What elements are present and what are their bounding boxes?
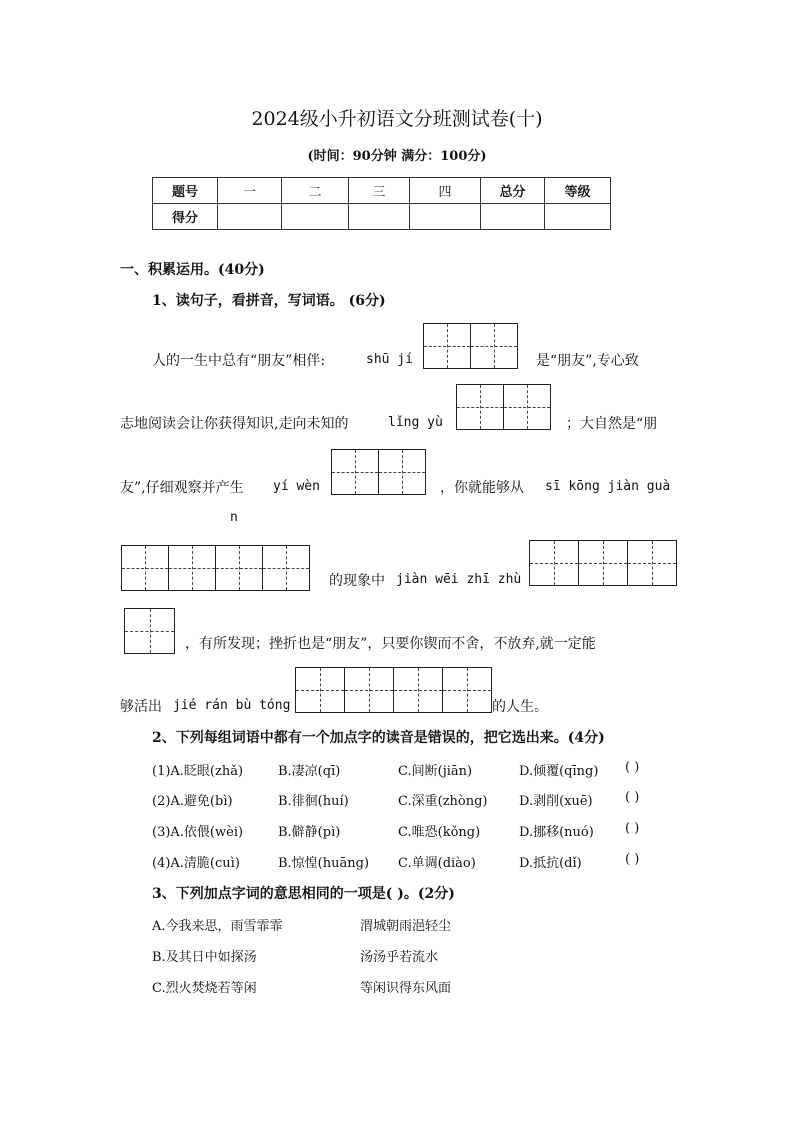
answer-blank[interactable]: ( ) (625, 852, 640, 867)
writing-cell[interactable] (121, 545, 169, 591)
q3-option-row (152, 946, 552, 966)
header-cell: 总分 (481, 178, 545, 204)
q3-title: 3、下列加点字词的意思相同的一项是( )。(2分) (152, 886, 455, 902)
q1-answer-box-1[interactable] (423, 323, 518, 369)
option-c: C.深重(zhòng) (398, 794, 488, 809)
header-cell: 一 (218, 178, 282, 204)
header-cell: 二 (282, 178, 349, 204)
answer-blank[interactable]: ( ) (625, 760, 640, 775)
writing-cell[interactable] (215, 545, 263, 591)
q2-option-row (152, 821, 672, 841)
option-left: B.及其日中如探汤 (152, 950, 257, 965)
score-cell[interactable] (349, 204, 410, 230)
writing-cell[interactable] (262, 545, 310, 591)
option-b: B.凄凉(qī) (278, 764, 341, 779)
score-table-header-row (153, 178, 611, 204)
option-b: B.徘徊(huí) (278, 794, 349, 809)
q3-option-row (152, 915, 552, 935)
header-cell: 等级 (545, 178, 611, 204)
writing-cell[interactable] (456, 384, 504, 430)
writing-cell[interactable] (470, 323, 518, 369)
q1-text-5: 友”,仔细观察并产生 (120, 480, 244, 496)
option-b: B.惊惶(huāng) (278, 856, 370, 871)
q3-option-row (152, 977, 552, 997)
row-label: 得分 (153, 204, 218, 230)
q1-pinyin-3: yí wèn (273, 479, 320, 494)
option-d: D.抵抗(dǐ) (519, 856, 582, 871)
option-c: C.唯恐(kǒng) (398, 825, 481, 840)
q1-pinyin-6: jié rán bù tóng (173, 698, 291, 713)
header-cell: 题号 (153, 178, 218, 204)
score-cell[interactable] (410, 204, 481, 230)
writing-cell[interactable] (627, 540, 677, 586)
option-a: (2)A.避免(bì) (152, 794, 233, 809)
q1-text-4: ；大自然是“朋 (566, 416, 658, 432)
q1-text-10: 的人生。 (492, 699, 548, 715)
writing-cell[interactable] (331, 449, 379, 495)
option-a: (3)A.依偎(wèi) (152, 825, 244, 840)
score-cell[interactable] (218, 204, 282, 230)
option-d: D.挪移(nuó) (519, 825, 594, 840)
q1-text-2: 是“朋友”,专心致 (536, 353, 639, 369)
exam-title: 2024级小升初语文分班测试卷(十) (251, 108, 543, 130)
q1-text-9: 够活出 (120, 699, 162, 715)
option-d: D.剥削(xuē) (519, 794, 593, 809)
writing-cell[interactable] (393, 667, 443, 713)
q1-answer-box-4[interactable] (121, 545, 310, 591)
option-c: C.单调(diào) (398, 856, 476, 871)
writing-cell[interactable] (168, 545, 216, 591)
q2-option-row (152, 852, 672, 872)
q1-pinyin-4: sī kōng jiàn guà (545, 479, 671, 494)
score-table (152, 177, 611, 230)
section1-title: 一、积累运用。(40分) (120, 262, 265, 278)
q1-pinyin-5: jiàn wēi zhī zhù (396, 572, 522, 587)
option-right: 渭城朝雨浥轻尘 (360, 919, 452, 934)
header-cell: 四 (410, 178, 481, 204)
q1-answer-box-6[interactable] (295, 667, 492, 713)
q1-pinyin-2: lǐng yù (388, 415, 443, 430)
q1-text-7: 的现象中 (329, 573, 385, 589)
q1-text-6: ，你就能够从 (440, 480, 524, 496)
q1-answer-box-3[interactable] (331, 449, 426, 495)
q1-text-1: 人的一生中总有“朋友”相伴: (152, 353, 326, 369)
writing-cell[interactable] (295, 667, 345, 713)
writing-cell[interactable] (378, 449, 426, 495)
writing-cell[interactable] (344, 667, 394, 713)
answer-blank[interactable]: ( ) (625, 790, 640, 805)
header-cell: 三 (349, 178, 410, 204)
writing-cell[interactable] (442, 667, 492, 713)
q1-pinyin-4-wrap: n (230, 510, 238, 525)
score-cell[interactable] (282, 204, 349, 230)
option-left: A.今我来思，雨雪霏霏 (152, 919, 283, 934)
writing-cell[interactable] (124, 608, 175, 654)
option-a: (4)A.清脆(cuì) (152, 856, 240, 871)
exam-subtitle: (时间：90分钟 满分：100分) (307, 149, 487, 164)
q1-pinyin-1: shū jí (366, 352, 413, 367)
writing-cell[interactable] (423, 323, 471, 369)
option-b: B.僻静(pì) (278, 825, 341, 840)
writing-cell[interactable] (503, 384, 551, 430)
q2-option-row (152, 790, 672, 810)
option-d: D.倾覆(qīng) (519, 764, 599, 779)
q1-text-8: ，有所发现；挫折也是“朋友”，只要你锲而不舍，不放弃,就一定能 (185, 636, 596, 652)
option-c: C.间断(jiān) (398, 764, 473, 779)
q1-text-3: 志地阅读会让你获得知识,走向未知的 (120, 416, 349, 432)
q1-answer-box-2[interactable] (456, 384, 551, 430)
answer-blank[interactable]: ( ) (625, 821, 640, 836)
option-right: 汤汤乎若流水 (360, 950, 439, 965)
q2-title: 2、下列每组词语中都有一个加点字的读音是错误的，把它选出来。(4分) (152, 730, 605, 746)
score-cell[interactable] (481, 204, 545, 230)
score-cell[interactable] (545, 204, 611, 230)
score-table-score-row (153, 204, 611, 230)
writing-cell[interactable] (529, 540, 579, 586)
q1-answer-box-5[interactable] (529, 540, 677, 586)
q2-option-row (152, 760, 672, 780)
q1-title: 1、读句子，看拼音，写词语。 (6分) (152, 293, 386, 309)
option-a: (1)A.眨眼(zhǎ) (152, 764, 244, 779)
q1-answer-box-5-cont[interactable] (124, 608, 175, 654)
option-right: 等闲识得东风面 (360, 981, 452, 996)
option-left: C.烈火焚烧若等闲 (152, 981, 257, 996)
writing-cell[interactable] (578, 540, 628, 586)
